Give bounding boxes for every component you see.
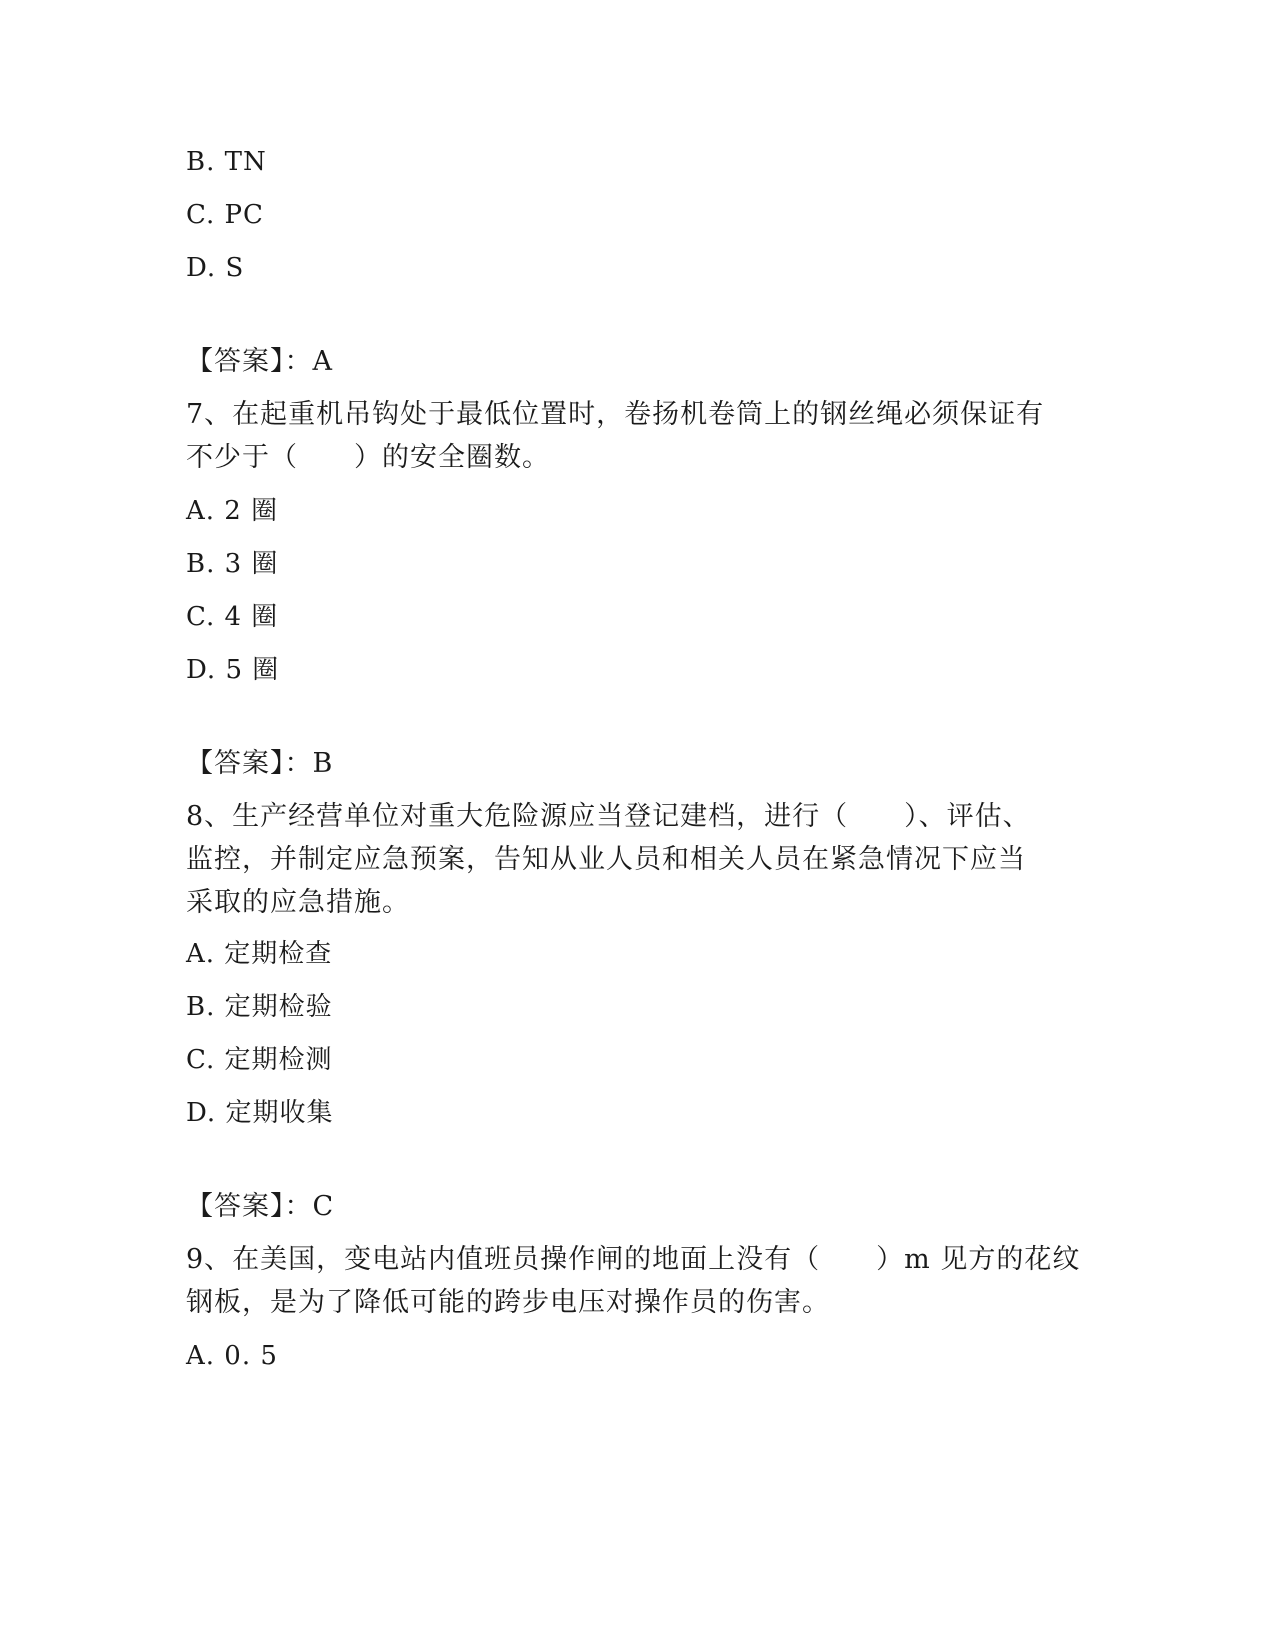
answer-label: 【答案】： bbox=[186, 748, 313, 779]
answer-value: B bbox=[312, 748, 334, 779]
question-8-option-b: B. 定期检验 bbox=[186, 992, 333, 1022]
question-7-stem-line-2: 不少于（ ）的安全圈数。 bbox=[186, 442, 550, 473]
question-8-stem-line-3: 采取的应急措施。 bbox=[186, 887, 410, 918]
question-9-option-a: A. 0. 5 bbox=[186, 1341, 278, 1371]
option-c-prev: C. PC bbox=[186, 200, 264, 230]
question-9-stem-line-1: 9、在美国，变电站内值班员操作闸的地面上没有（ ）m 见方的花纹 bbox=[186, 1244, 1081, 1275]
question-7-option-b: B. 3 圈 bbox=[186, 549, 279, 579]
question-7-option-a: A. 2 圈 bbox=[186, 496, 279, 526]
answer-value: A bbox=[312, 346, 333, 377]
question-8-option-a: A. 定期检查 bbox=[186, 939, 333, 969]
question-7-answer bbox=[186, 746, 333, 782]
answer-label: 【答案】： bbox=[186, 346, 313, 377]
question-7-option-c: C. 4 圈 bbox=[186, 602, 279, 632]
question-7-option-d: D. 5 圈 bbox=[186, 655, 280, 685]
question-8-option-d: D. 定期收集 bbox=[186, 1098, 334, 1128]
question-8-stem-line-1: 8、生产经营单位对重大危险源应当登记建档，进行（ ）、评估、 bbox=[186, 801, 1031, 832]
option-b-prev: B. TN bbox=[186, 147, 267, 177]
question-7-stem-line-1: 7、在起重机吊钩处于最低位置时，卷扬机卷筒上的钢丝绳必须保证有 bbox=[186, 399, 1045, 430]
question-8-option-c: C. 定期检测 bbox=[186, 1045, 333, 1075]
answer-line-prev bbox=[186, 344, 333, 380]
option-d-prev: D. S bbox=[186, 253, 245, 283]
answer-value: C bbox=[312, 1191, 335, 1222]
answer-label: 【答案】： bbox=[186, 1191, 313, 1222]
question-9-stem-line-2: 钢板，是为了降低可能的跨步电压对操作员的伤害。 bbox=[186, 1287, 830, 1318]
question-8-answer bbox=[186, 1189, 334, 1225]
question-8-stem-line-2: 监控，并制定应急预案，告知从业人员和相关人员在紧急情况下应当 bbox=[186, 844, 1026, 875]
